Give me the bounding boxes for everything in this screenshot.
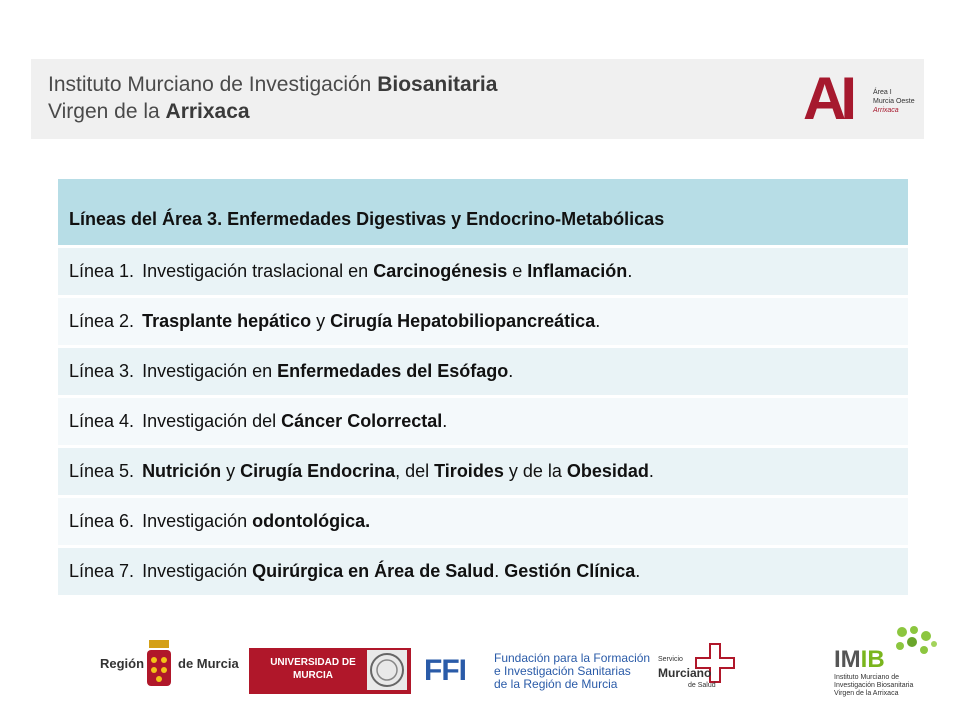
title-line2-text: Virgen de la <box>48 100 166 123</box>
line-number: Línea 4. <box>69 411 135 431</box>
table-header <box>58 179 908 245</box>
line-keyword: Gestión Clínica <box>504 561 636 581</box>
table-title: Líneas del Área 3. Enfermedades Digestivas y Endocrino-Metabólicas <box>69 208 665 229</box>
line-description <box>142 361 513 382</box>
line-text: . <box>648 461 654 481</box>
um-text <box>263 656 363 682</box>
area-logo-line3: Arrixaca <box>873 107 899 114</box>
line-text: Investigación <box>142 561 253 581</box>
line-text: y <box>311 311 331 331</box>
ffis-line3: de la Región de Murcia <box>494 677 618 691</box>
title-line1-text: Instituto Murciano de Investigación <box>48 73 378 96</box>
line-keyword: Trasplante hepático <box>142 311 312 331</box>
line-text: , del <box>395 461 435 481</box>
region-murcia-right: de Murcia <box>178 656 239 671</box>
imib-wordmark-accent: IB <box>860 646 885 673</box>
line-number: Línea 5. <box>69 461 135 481</box>
line-keyword: Tiroides <box>434 461 504 481</box>
table-row <box>58 345 908 395</box>
area-logo <box>803 65 923 132</box>
line-number: Línea 3. <box>69 361 135 381</box>
line-text: . <box>442 411 448 431</box>
ffis-line2: e Investigación Sanitarias <box>494 664 631 678</box>
imib-text <box>834 674 913 698</box>
table-row <box>58 445 908 495</box>
ffis-text <box>494 652 650 691</box>
region-murcia-logo <box>100 636 240 696</box>
ffis-line1: Fundación para la Formación <box>494 651 651 665</box>
line-text: . <box>595 311 601 331</box>
research-lines-table <box>58 179 908 595</box>
line-description <box>142 511 370 532</box>
line-number: Línea 7. <box>69 561 135 581</box>
line-keyword: Quirúrgica en Área de Salud <box>252 561 495 581</box>
line-text: y <box>221 461 241 481</box>
table-row <box>58 395 908 445</box>
title-line2-bold: Arrixaca <box>165 100 250 123</box>
line-text: y de la <box>503 461 567 481</box>
line-text: . <box>494 561 505 581</box>
table-row <box>58 545 908 595</box>
universidad-murcia-logo <box>249 648 411 694</box>
area-logo-caption <box>873 88 915 115</box>
title-line1-bold: Biosanitaria <box>377 73 498 96</box>
line-text: . <box>627 261 633 281</box>
line-description <box>142 411 447 432</box>
line-text: Investigación traslacional en <box>142 261 374 281</box>
sms-line1: Servicio <box>658 656 683 663</box>
sms-line2: Murciano <box>658 666 712 680</box>
um-seal-icon <box>367 650 407 690</box>
line-keyword: Nutrición <box>142 461 222 481</box>
line-description <box>142 311 600 332</box>
line-description <box>142 461 654 482</box>
line-keyword: Obesidad <box>566 461 649 481</box>
line-number: Línea 6. <box>69 511 135 531</box>
ffis-logo <box>424 650 654 694</box>
line-keyword: Cáncer Colorrectal <box>281 411 443 431</box>
table-row <box>58 245 908 295</box>
murcia-crest-icon <box>144 638 174 690</box>
line-text: e <box>507 261 528 281</box>
institute-title <box>48 71 497 125</box>
line-keyword: Carcinogénesis <box>373 261 508 281</box>
imib-line3: Virgen de la Arrixaca <box>834 690 899 697</box>
area-logo-line2: Murcia Oeste <box>873 98 915 105</box>
imib-logo <box>834 624 954 700</box>
line-number: Línea 2. <box>69 311 135 331</box>
line-text: Investigación <box>142 511 253 531</box>
line-description <box>142 561 640 582</box>
imib-line1: Instituto Murciano de <box>834 674 899 681</box>
header-banner <box>31 59 924 139</box>
line-keyword: Cirugía Hepatobiliopancreática <box>330 311 596 331</box>
footer-logos <box>0 620 960 720</box>
imib-line2: Investigación Biosanitaria <box>834 682 914 689</box>
servicio-murciano-salud-logo <box>658 638 738 698</box>
imib-wordmark-pre: IM <box>834 646 861 673</box>
line-text: Investigación del <box>142 411 282 431</box>
table-row <box>58 295 908 345</box>
line-keyword: odontológica. <box>252 511 371 531</box>
region-murcia-left: Región <box>100 656 145 671</box>
line-text: . <box>508 361 514 381</box>
area-logo-line1: Área I <box>873 89 892 96</box>
um-line1: UNIVERSIDAD DE <box>270 657 356 668</box>
line-text: Investigación en <box>142 361 278 381</box>
line-description <box>142 261 632 282</box>
line-keyword: Cirugía Endocrina <box>240 461 396 481</box>
ffis-mark: FFI <box>424 654 466 687</box>
area-logo-letters: AI <box>803 65 851 132</box>
table-row <box>58 495 908 545</box>
imib-wordmark <box>834 646 885 674</box>
um-line2: MURCIA <box>293 670 333 681</box>
line-text: . <box>635 561 641 581</box>
line-keyword: Enfermedades del Esófago <box>277 361 509 381</box>
line-keyword: Inflamación <box>527 261 628 281</box>
sms-line3: de Salud <box>688 682 716 689</box>
line-number: Línea 1. <box>69 261 135 281</box>
